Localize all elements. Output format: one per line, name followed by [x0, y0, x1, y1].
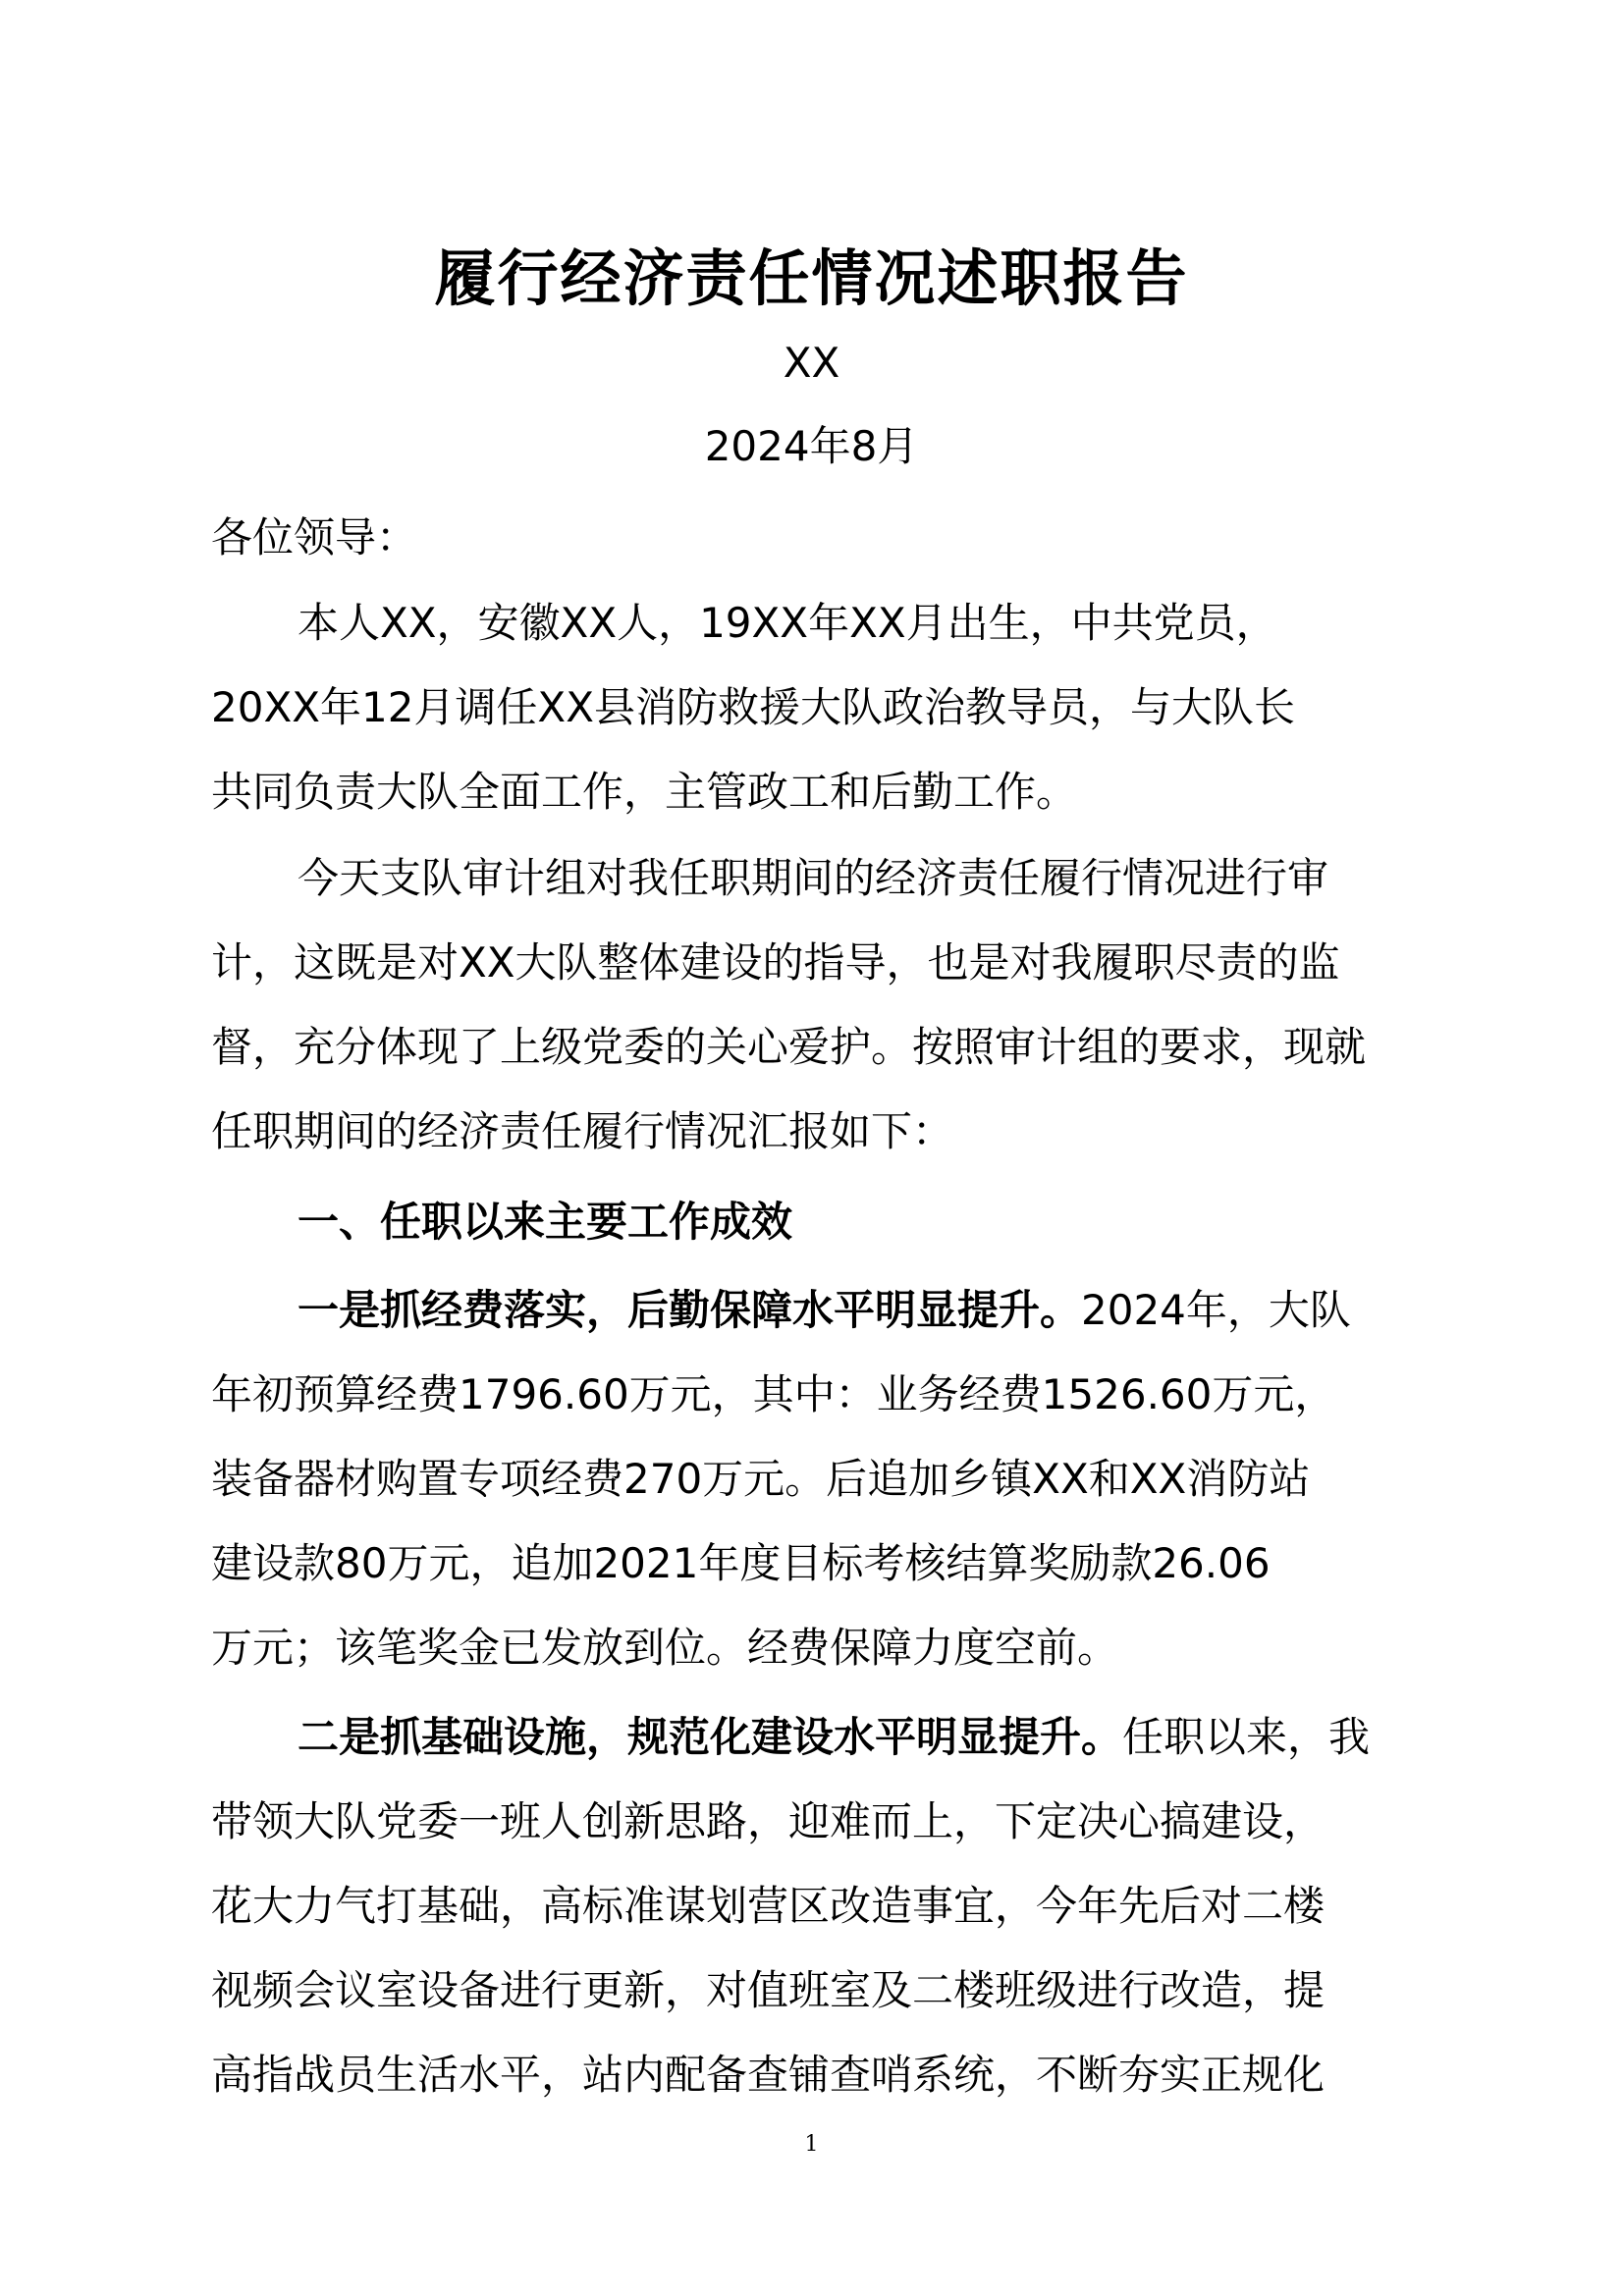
document-title: 履行经济责任情况述职报告 [434, 242, 1189, 314]
paragraph-line: 高指战员生活水平，站内配备查铺查哨系统，不断夯实正规化 [211, 2051, 1325, 2099]
section-heading [211, 1180, 1429, 1264]
paragraph-line: 共同负责大队全面工作，主管政工和后勤工作。 [211, 768, 1078, 816]
paragraph-line-rest: 2024年，大队 [1081, 1286, 1351, 1334]
paragraph-audit-intro [211, 836, 1429, 1174]
report-date: 2024年8月 [704, 422, 919, 470]
section-heading-text: 一、任职以来主要工作成效 [298, 1198, 793, 1246]
paragraph-line [211, 1695, 1429, 1780]
page-number: 1 [804, 2132, 819, 2157]
salutation-text: 各位领导： [211, 513, 418, 561]
paragraph-line: 花大力气打基础，高标准谋划营区改造事宜，今年先后对二楼 [211, 1882, 1325, 1930]
paragraph-line [211, 1268, 1429, 1353]
paragraph-line: 万元；该笔奖金已发放到位。经费保障力度空前。 [211, 1624, 1119, 1672]
paragraph-line: 任职期间的经济责任履行情况汇报如下： [211, 1107, 954, 1155]
paragraph-lead: 一是抓经费落实，后勤保障水平明显提升。 [298, 1286, 1082, 1334]
paragraph-lead: 二是抓基础设施，规范化建设水平明显提升。 [298, 1713, 1123, 1761]
paragraph-line: 建设款80万元，追加2021年度目标考核结算奖励款26.06 [211, 1539, 1271, 1587]
paragraph-funding [211, 1268, 1429, 1690]
paragraph-line: 督，充分体现了上级党委的关心爱护。按照审计组的要求，现就 [211, 1023, 1367, 1071]
paragraph-line: 年初预算经费1796.60万元，其中：业务经费1526.60万元， [211, 1370, 1336, 1418]
paragraph-line: 视频会议室设备进行更新，对值班室及二楼班级进行改造，提 [211, 1966, 1325, 2014]
paragraph-infrastructure [211, 1695, 1429, 2117]
paragraph-line: 计，这既是对XX大队整体建设的指导，也是对我履职尽责的监 [211, 938, 1340, 987]
paragraph-line: 今天支队审计组对我任职期间的经济责任履行情况进行审 [298, 854, 1329, 902]
paragraph-line: 装备器材购置专项经费270万元。后追加乡镇XX和XX消防站 [211, 1455, 1311, 1503]
paragraph-line: 带领大队党委一班人创新思路，迎难而上，下定决心搞建设， [211, 1797, 1325, 1845]
paragraph-line: 20XX年12月调任XX县消防救援大队政治教导员，与大队长 [211, 683, 1295, 731]
paragraph-personal-info [211, 581, 1429, 834]
salutation [211, 496, 1429, 580]
author-name: XX [783, 339, 840, 387]
paragraph-line: 本人XX，安徽XX人，19XX年XX月出生，中共党员， [298, 599, 1277, 647]
paragraph-line-rest: 任职以来，我 [1122, 1713, 1371, 1761]
